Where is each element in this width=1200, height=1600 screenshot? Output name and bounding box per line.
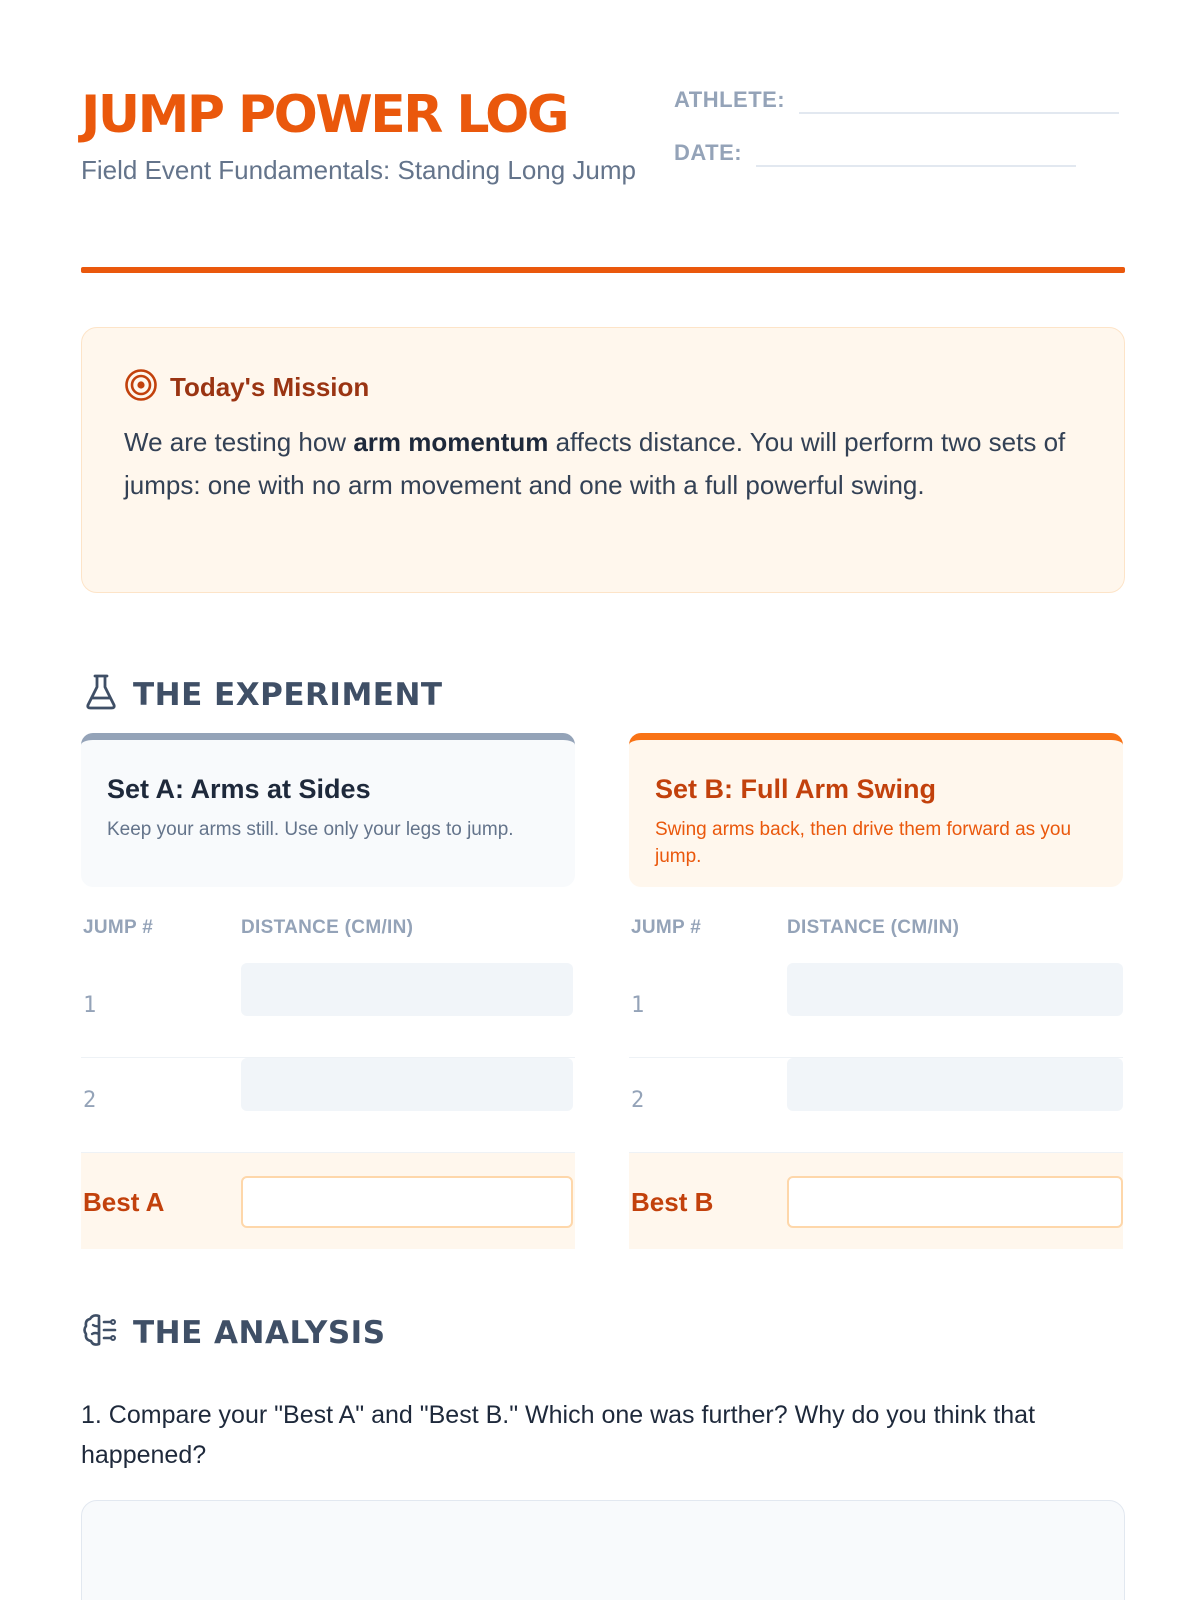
analysis-question-1: 1. Compare your "Best A" and "Best B." Which one was further? Why do you think that happened? (81, 1401, 1036, 1469)
best-b-input[interactable] (787, 1176, 1123, 1228)
distance-input[interactable] (241, 963, 573, 1016)
analysis-title: THE ANALYSIS (133, 1314, 386, 1351)
best-a-label: Best A (83, 1187, 165, 1217)
table-row (629, 963, 1123, 1058)
best-b-row (629, 1153, 1123, 1249)
distance-input[interactable] (787, 963, 1123, 1016)
set-a-card (81, 733, 575, 887)
date-label: DATE: (674, 140, 743, 165)
jump-number-header: JUMP # (631, 917, 702, 938)
table-row (81, 963, 575, 1058)
experiment-heading (81, 672, 443, 717)
page-title: JUMP POWER LOG (81, 85, 568, 145)
page-subtitle: Field Event Fundamentals: Standing Long Jump (81, 155, 637, 185)
jump-number-header: JUMP # (83, 917, 154, 938)
target-icon (124, 368, 158, 407)
analysis-heading (81, 1310, 386, 1355)
experiment-title: THE EXPERIMENT (133, 676, 443, 713)
athlete-field[interactable] (799, 94, 1119, 114)
mission-header (124, 368, 369, 407)
worksheet-page (81, 0, 1125, 1469)
athlete-field-row (674, 86, 1119, 114)
date-field-row (674, 139, 1076, 167)
jump-number: 1 (83, 993, 97, 1018)
best-a-input[interactable] (241, 1176, 573, 1228)
set-a-name: Set A: Arms at Sides (107, 774, 371, 804)
mission-box (81, 327, 1125, 593)
worksheet-header (81, 0, 1125, 272)
flask-icon (81, 672, 121, 717)
mission-title: Today's Mission (170, 372, 370, 402)
jump-number: 1 (631, 993, 645, 1018)
mission-text-bold: arm momentum (353, 427, 549, 457)
set-a-description: Keep your arms still. Use only your legs to jump. (107, 819, 514, 840)
best-a-row (81, 1153, 575, 1249)
table-row (629, 1058, 1123, 1153)
set-b-panel (629, 733, 1123, 1249)
header-divider (81, 267, 1125, 273)
brain-icon (81, 1310, 121, 1355)
jump-number: 2 (83, 1088, 97, 1113)
jump-number: 2 (631, 1088, 645, 1113)
date-field[interactable] (756, 147, 1076, 167)
athlete-label: ATHLETE: (674, 87, 786, 112)
mission-text (124, 421, 1084, 507)
set-b-description: Swing arms back, then drive them forward as you jump. (655, 819, 1072, 867)
distance-header: DISTANCE (CM/IN) (241, 917, 414, 938)
set-b-card (629, 733, 1123, 887)
set-b-name: Set B: Full Arm Swing (655, 774, 937, 804)
distance-header: DISTANCE (CM/IN) (787, 917, 960, 938)
set-a-panel (81, 733, 575, 1249)
best-b-label: Best B (631, 1187, 714, 1217)
analysis-answer-1[interactable] (81, 1500, 1125, 1600)
distance-input[interactable] (787, 1058, 1123, 1111)
table-row (81, 1058, 575, 1153)
set-b-column-headers (629, 887, 1123, 963)
mission-text-before: We are testing how (124, 427, 354, 457)
mission-text-after: affects distance. You will perform two sets of jumps: one with no arm movement and one with a full powerful swing. (124, 427, 1066, 500)
distance-input[interactable] (241, 1058, 573, 1111)
set-a-column-headers (81, 887, 575, 963)
